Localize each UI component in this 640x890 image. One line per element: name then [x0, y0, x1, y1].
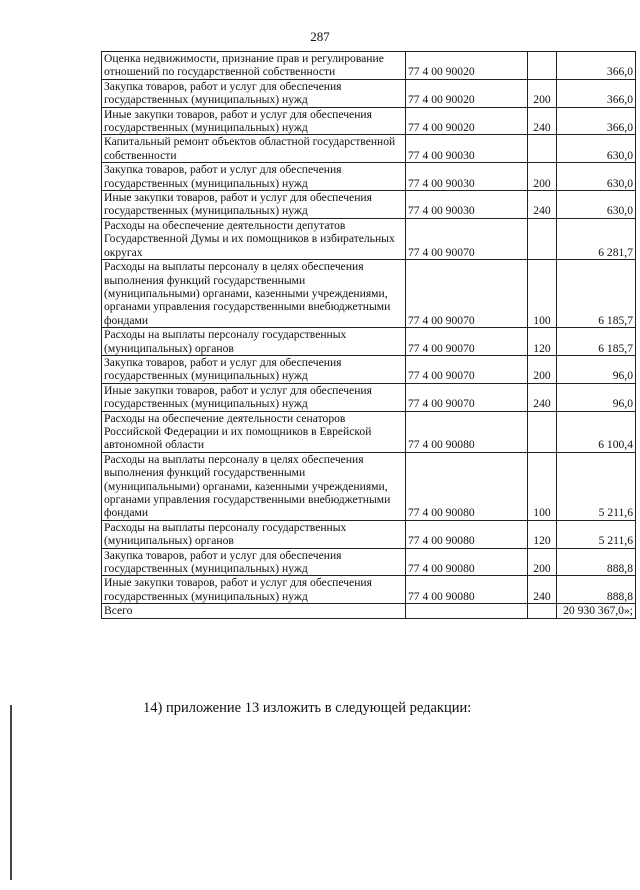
page-number: 287 — [310, 29, 330, 44]
row-code-cell: 77 4 00 90030 — [406, 191, 528, 219]
table-row — [102, 576, 636, 604]
row-expense-type-cell: 120 — [528, 328, 557, 356]
row-expense-type-cell: 240 — [528, 191, 557, 219]
row-code-cell: 77 4 00 90070 — [406, 218, 528, 259]
table-row — [102, 218, 636, 259]
table-row — [102, 548, 636, 576]
total-code-cell — [406, 604, 528, 618]
total-expense-type-cell — [528, 604, 557, 618]
table-row — [102, 328, 636, 356]
budget-table — [101, 51, 636, 619]
row-expense-type-cell: 240 — [528, 576, 557, 604]
row-code-cell: 77 4 00 90080 — [406, 548, 528, 576]
row-amount-cell: 6 100,4 — [557, 411, 636, 452]
row-amount-cell: 6 185,7 — [557, 328, 636, 356]
row-name-cell: Капитальный ремонт объектов областной государственной собственности — [102, 135, 406, 163]
budget-table-body — [102, 52, 636, 619]
table-row — [102, 520, 636, 548]
total-label-cell: Всего — [102, 604, 406, 618]
row-expense-type-cell: 200 — [528, 163, 557, 191]
row-code-cell: 77 4 00 90070 — [406, 355, 528, 383]
row-expense-type-cell — [528, 218, 557, 259]
row-name-cell: Иные закупки товаров, работ и услуг для обеспечения государственных (муниципальных) нужд — [102, 576, 406, 604]
row-amount-cell: 96,0 — [557, 383, 636, 411]
row-name-cell: Закупка товаров, работ и услуг для обеспечения государственных (муниципальных) нужд — [102, 548, 406, 576]
row-name-cell: Иные закупки товаров, работ и услуг для обеспечения государственных (муниципальных) нужд — [102, 191, 406, 219]
row-name-cell: Закупка товаров, работ и услуг для обеспечения государственных (муниципальных) нужд — [102, 163, 406, 191]
row-code-cell: 77 4 00 90030 — [406, 135, 528, 163]
row-name-cell: Расходы на выплаты персоналу в целях обеспечения выполнения функций государственными (муниципальными) органами, казенными учреждениями, органами управления государственными внебюджетными фондами — [102, 260, 406, 328]
table-row — [102, 411, 636, 452]
row-code-cell: 77 4 00 90080 — [406, 520, 528, 548]
row-code-cell: 77 4 00 90080 — [406, 411, 528, 452]
table-row — [102, 383, 636, 411]
row-name-cell: Закупка товаров, работ и услуг для обеспечения государственных (муниципальных) нужд — [102, 79, 406, 107]
row-expense-type-cell: 200 — [528, 548, 557, 576]
row-amount-cell: 630,0 — [557, 191, 636, 219]
table-row — [102, 452, 636, 520]
row-amount-cell: 5 211,6 — [557, 520, 636, 548]
row-code-cell: 77 4 00 90020 — [406, 107, 528, 135]
binding-edge-line — [10, 705, 12, 880]
amendment-instruction-text: 14) приложение 13 изложить в следующей редакции: — [143, 700, 472, 716]
row-expense-type-cell: 100 — [528, 260, 557, 328]
table-row — [102, 191, 636, 219]
row-expense-type-cell: 200 — [528, 79, 557, 107]
row-amount-cell: 6 281,7 — [557, 218, 636, 259]
total-amount-cell: 20 930 367,0»; — [557, 604, 636, 618]
row-expense-type-cell — [528, 52, 557, 80]
row-amount-cell: 366,0 — [557, 107, 636, 135]
row-name-cell: Расходы на выплаты персоналу в целях обеспечения выполнения функций государственными (муниципальными) органами, казенными учреждениями, органами управления государственными внебюджетными фондами — [102, 452, 406, 520]
row-amount-cell: 6 185,7 — [557, 260, 636, 328]
row-amount-cell: 630,0 — [557, 135, 636, 163]
row-code-cell: 77 4 00 90020 — [406, 79, 528, 107]
row-code-cell: 77 4 00 90030 — [406, 163, 528, 191]
table-row — [102, 135, 636, 163]
row-name-cell: Расходы на обеспечение деятельности депутатов Государственной Думы и их помощников в избирательных округах — [102, 218, 406, 259]
table-row — [102, 355, 636, 383]
row-code-cell: 77 4 00 90070 — [406, 260, 528, 328]
total-row — [102, 604, 636, 618]
table-row — [102, 79, 636, 107]
row-code-cell: 77 4 00 90080 — [406, 452, 528, 520]
row-name-cell: Иные закупки товаров, работ и услуг для обеспечения государственных (муниципальных) нужд — [102, 107, 406, 135]
row-code-cell: 77 4 00 90070 — [406, 328, 528, 356]
row-amount-cell: 366,0 — [557, 52, 636, 80]
row-expense-type-cell: 240 — [528, 107, 557, 135]
row-expense-type-cell — [528, 411, 557, 452]
row-code-cell: 77 4 00 90020 — [406, 52, 528, 80]
row-name-cell: Иные закупки товаров, работ и услуг для обеспечения государственных (муниципальных) нужд — [102, 383, 406, 411]
table-row — [102, 107, 636, 135]
row-expense-type-cell: 240 — [528, 383, 557, 411]
table-row — [102, 163, 636, 191]
row-expense-type-cell: 200 — [528, 355, 557, 383]
row-amount-cell: 5 211,6 — [557, 452, 636, 520]
row-amount-cell: 96,0 — [557, 355, 636, 383]
row-expense-type-cell — [528, 135, 557, 163]
row-name-cell: Закупка товаров, работ и услуг для обеспечения государственных (муниципальных) нужд — [102, 355, 406, 383]
row-code-cell: 77 4 00 90080 — [406, 576, 528, 604]
row-amount-cell: 888,8 — [557, 576, 636, 604]
row-name-cell: Расходы на обеспечение деятельности сенаторов Российской Федерации и их помощников в Еврейской автономной области — [102, 411, 406, 452]
row-expense-type-cell: 120 — [528, 520, 557, 548]
row-name-cell: Расходы на выплаты персоналу государственных (муниципальных) органов — [102, 328, 406, 356]
table-row — [102, 52, 636, 80]
row-name-cell: Расходы на выплаты персоналу государственных (муниципальных) органов — [102, 520, 406, 548]
row-code-cell: 77 4 00 90070 — [406, 383, 528, 411]
row-amount-cell: 630,0 — [557, 163, 636, 191]
row-amount-cell: 366,0 — [557, 79, 636, 107]
row-expense-type-cell: 100 — [528, 452, 557, 520]
row-amount-cell: 888,8 — [557, 548, 636, 576]
table-row — [102, 260, 636, 328]
row-name-cell: Оценка недвижимости, признание прав и регулирование отношений по государственной собственности — [102, 52, 406, 80]
